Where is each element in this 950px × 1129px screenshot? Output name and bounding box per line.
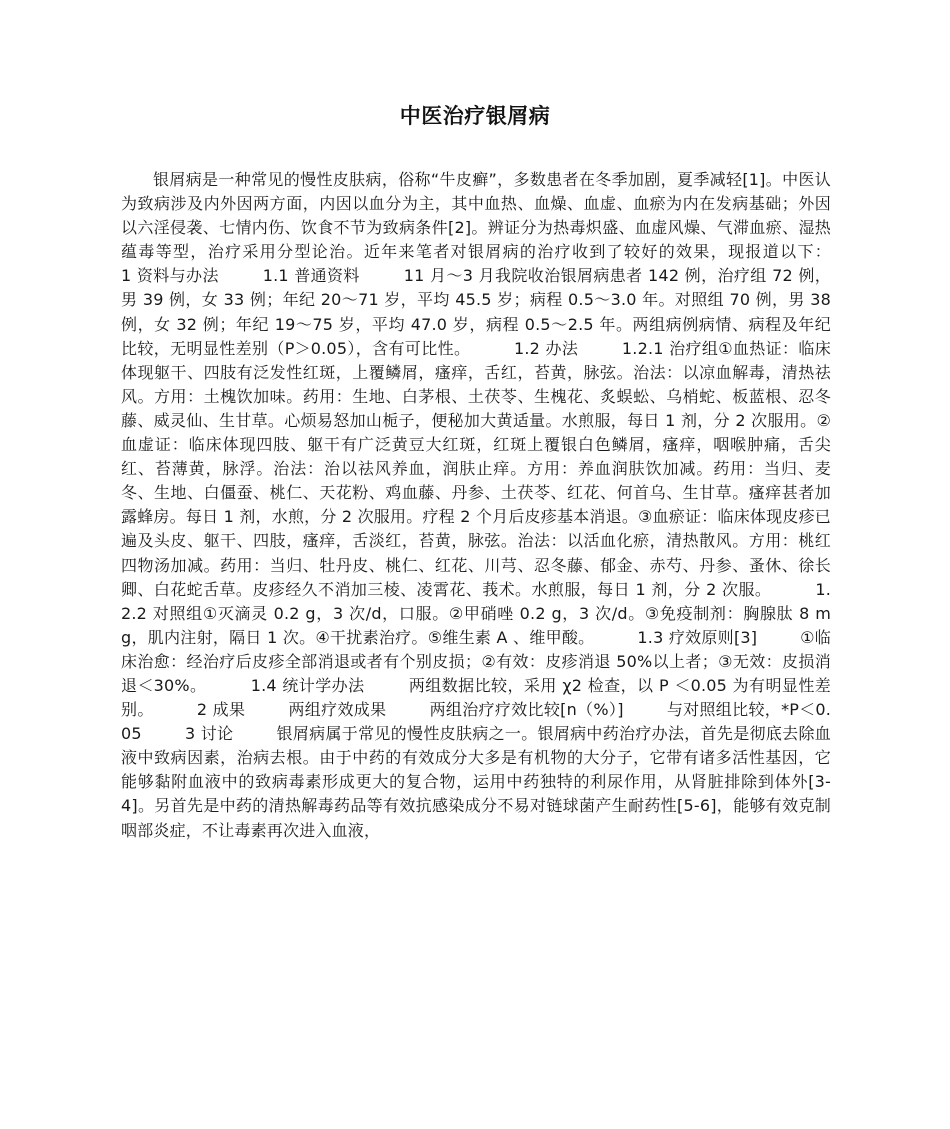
document-body-paragraph: 银屑病是一种常见的慢性皮肤病，俗称“牛皮癣”，多数患者在冬季加剧，夏季减轻[1]。中医认为致病涉及内外因两方面，内因以血分为主，其中血热、血燥、血虚、血瘀为内在发病基础；外因以六淫侵袭、七情内伤、饮食不节为致病条件[2]。辨证分为热毒炽盛、血虚风燥、气滞血瘀、湿热蕴毒等型，治疗采用分型论治。近年来笔者对银屑病的治疗收到了较好的效果，现报道以下： 1 资料与办法 1.1 普通资料 11 月～3 月我院收治银屑病患者 142 例，治疗组 72 例，男 39 例，女 33 例；年纪 20～71 岁，平均 45.5 岁；病程 0.5～3.0 年。对照组 70 例，男 38 例，女 32 例；年纪 19～75 岁，平均 47.0 岁，病程 0.5～2.5 年。两组病例病情、病程及年纪比较，无明显性差别（P＞0.05），含有可比性。 1.2 办法 1.2.1 治疗组①血热证：临床体现躯干、四肢有泛发性红斑，上覆鳞屑，瘙痒，舌红，苔黄，脉弦。治法：以凉血解毒，清热祛风。方用：土槐饮加味。药用：生地、白茅根、土茯苓、生槐花、炙蜈蚣、乌梢蛇、板蓝根、忍冬藤、威灵仙、生甘草。心烦易怒加山栀子，便秘加大黄适量。水煎服，每日 1 剂，分 2 次服用。②血虚证：临床体现四肢、躯干有广泛黄豆大红斑，红斑上覆银白色鳞屑，瘙痒，咽喉肿痛，舌尖红、苔薄黄，脉浮。治法：治以祛风养血，润肤止痒。方用：养血润肤饮加减。药用：当归、麦冬、生地、白僵蚕、桃仁、天花粉、鸡血藤、丹参、土茯苓、红花、何首乌、生甘草。瘙痒甚者加露蜂房。每日 1 剂，水煎，分 2 次服用。疗程 2 个月后皮疹基本消退。③血瘀证：临床体现皮疹已遍及头皮、躯干、四肢，瘙痒，舌淡红，苔黄，脉弦。治法：以活血化瘀，清热散风。方用：桃红四物汤加减。药用：当归、牡丹皮、桃仁、红花、川芎、忍冬藤、郁金、赤芍、丹参、蚤休、徐长卿、白花蛇舌草。皮疹经久不消加三棱、凌霄花、莪术。水煎服，每日 1 剂，分 2 次服。 1.2.2 对照组①灭滴灵 0.2 g，3 次/d，口服。②甲硝唑 0.2 g，3 次/d。③免疫制剂：胸腺肽 8 mg，肌内注射，隔日 1 次。④干扰素治疗。⑤维生素 A 、维甲酸。 1.3 疗效原则[3] ①临床治愈：经治疗后皮疹全部消退或者有个别皮损；②有效：皮疹消退 50%以上者；③无效：皮损消退＜30%。 1.4 统计学办法 两组数据比较，采用 χ2 检查，以 P ＜0.05 为有明显性差别。 2 成果 两组疗效成果 两组治疗疗效比较[n（%）] 与对照组比较，*P＜0.05 3 讨论 银屑病属于常见的慢性皮肤病之一。银屑病中药治疗办法，首先是彻底去除血液中致病因素，治病去根。由于中药的有效成分大多是有机物的大分子，它带有诸多活性基因，它能够黏附血液中的致病毒素形成更大的复合物，运用中药独特的利尿作用，从肾脏排除到体外[3-4]。另首先是中药的清热解毒药品等有效抗感染成分不易对链球菌产生耐药性[5-6]，能够有效克制咽部炎症，不让毒素再次进入血液， xyxy=(121,170,874,840)
document-title: 中医治疗银屑病 xyxy=(399,104,551,128)
